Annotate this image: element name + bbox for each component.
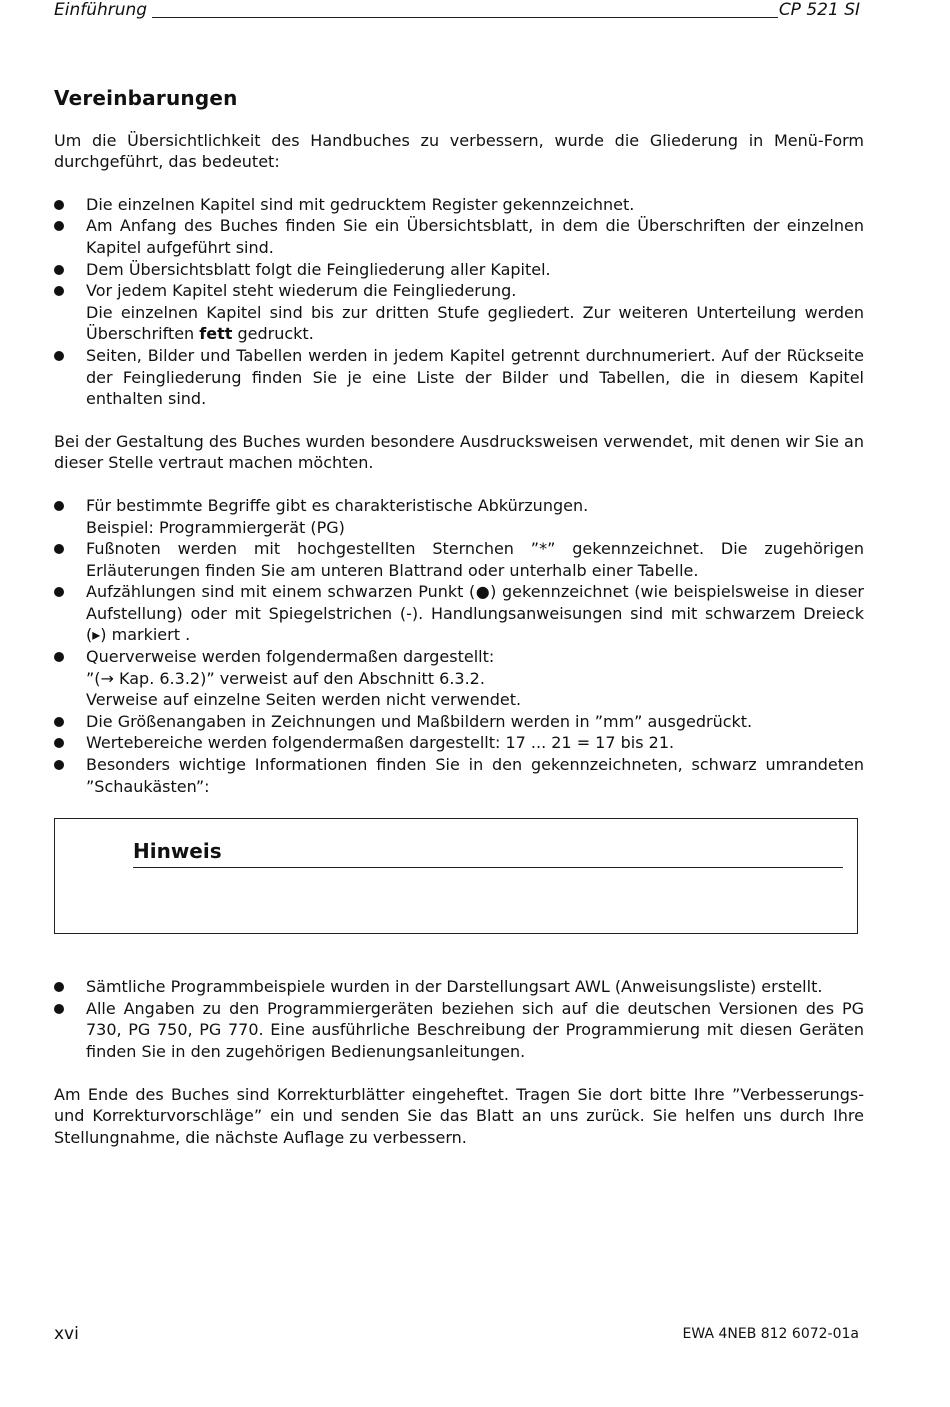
page-header <box>54 0 860 20</box>
structure-list <box>54 194 864 410</box>
list-item: Wertebereiche werden folgendermaßen dargestellt: 17 ... 21 = 17 bis 21. <box>54 732 864 754</box>
note-box-title: Hinweis <box>133 839 222 864</box>
list-item: Fußnoten werden mit hochgestellten Sternchen ”*” gekennzeichnet. Die zugehörigen Erläuterungen finden Sie am unteren Blattrand oder unterhalb einer Tabelle. <box>54 538 864 581</box>
list-item: Am Anfang des Buches finden Sie ein Übersichtsblatt, in dem die Überschriften der einzelnen Kapitel aufgeführt sind. <box>54 215 864 258</box>
header-document-id: CP 521 SI <box>778 0 860 20</box>
bullet-icon <box>54 544 64 554</box>
header-rule <box>152 17 778 18</box>
list-item: Alle Angaben zu den Programmiergeräten beziehen sich auf die deutschen Versionen des PG 730, PG 750, PG 770. Eine ausführliche Beschreibung der Programmierung mit diesen Geräten finden Sie in den zugehörigen Bedienungsanleitungen. <box>54 998 864 1063</box>
bullet-icon <box>54 221 64 231</box>
list-item-detail: ”(→ Kap. 6.3.2)” verweist auf den Abschnitt 6.3.2. <box>86 668 485 688</box>
list-item: Seiten, Bilder und Tabellen werden in jedem Kapitel getrennt durchnumeriert. Auf der Rückseite der Feingliederung finden Sie je eine Liste der Bilder und Tabellen, die in diesem Kapitel enthalten sind. <box>54 345 864 410</box>
conventions-paragraph: Bei der Gestaltung des Buches wurden besondere Ausdrucksweisen verwendet, mit denen wir Sie an dieser Stelle vertraut machen möchten. <box>54 431 864 473</box>
list-item: Dem Übersichtsblatt folgt die Feingliederung aller Kapitel. <box>54 259 864 281</box>
page-content <box>54 88 864 1148</box>
list-item: Aufzählungen sind mit einem schwarzen Punkt (●) gekennzeichnet (wie beispielsweise in dieser Aufstellung) oder mit Spiegelstrichen (-). Handlungsanweisungen sind mit schwarzem Dreieck (▸) markiert . <box>54 581 864 646</box>
bullet-icon <box>54 760 64 770</box>
list-item-detail: Verweise auf einzelne Seiten werden nicht verwendet. <box>86 690 522 710</box>
list-item: Für bestimmte Begriffe gibt es charakteristische Abkürzungen. Beispiel: Programmiergerät (PG) <box>54 495 864 538</box>
list-item: Die Größenangaben in Zeichnungen und Maßbildern werden in ”mm” ausgedrückt. <box>54 711 864 733</box>
bullet-icon <box>54 652 64 662</box>
list-item-detail: Die einzelnen Kapitel sind bis zur dritten Stufe gegliedert. Zur weiteren Unterteilung werden Überschriften fett gedruckt. <box>86 302 864 344</box>
list-item: Querverweise werden folgendermaßen dargestellt: ”(→ Kap. 6.3.2)” verweist auf den Abschnitt 6.3.2. Verweise auf einzelne Seiten werden nicht verwendet. <box>54 646 864 711</box>
list-item-detail: Beispiel: Programmiergerät (PG) <box>86 517 345 537</box>
list-item: Vor jedem Kapitel steht wiederum die Feingliederung. Die einzelnen Kapitel sind bis zur dritten Stufe gegliedert. Zur weiteren Unterteilung werden Überschriften fett gedruckt. <box>54 280 864 345</box>
bullet-icon <box>54 738 64 748</box>
bullet-icon <box>54 501 64 511</box>
section-title: Vereinbarungen <box>54 86 238 110</box>
note-box <box>54 818 858 934</box>
page-number: xvi <box>54 1324 79 1344</box>
document-number: EWA 4NEB 812 6072-01a <box>682 1326 859 1342</box>
bullet-icon <box>54 717 64 727</box>
note-box-rule <box>133 867 843 868</box>
bullet-icon <box>54 286 64 296</box>
bullet-icon <box>54 265 64 275</box>
header-section-label: Einführung <box>54 0 148 20</box>
list-item: Besonders wichtige Informationen finden Sie in den gekennzeichneten, schwarz umrandeten ”Schaukästen”: <box>54 754 864 797</box>
notes-list <box>54 976 864 1062</box>
bold-example: fett <box>199 324 233 344</box>
closing-paragraph: Am Ende des Buches sind Korrekturblätter eingeheftet. Tragen Sie dort bitte Ihre ”Verbesserungs- und Korrekturvorschläge” ein und senden Sie das Blatt an uns zurück. Sie helfen uns durch Ihre Stellungnahme, die nächste Auflage zu verbessern. <box>54 1084 864 1147</box>
list-item: Die einzelnen Kapitel sind mit gedrucktem Register gekennzeichnet. <box>54 194 864 216</box>
bullet-icon <box>54 1004 64 1014</box>
conventions-list <box>54 495 864 797</box>
bullet-icon <box>54 351 64 361</box>
bullet-icon <box>54 982 64 992</box>
list-item: Sämtliche Programmbeispiele wurden in der Darstellungsart AWL (Anweisungsliste) erstellt. <box>54 976 864 998</box>
bullet-icon <box>54 200 64 210</box>
intro-paragraph: Um die Übersichtlichkeit des Handbuches zu verbessern, wurde die Gliederung in Menü-Form durchgeführt, das bedeutet: <box>54 130 864 172</box>
bullet-icon <box>54 587 64 597</box>
